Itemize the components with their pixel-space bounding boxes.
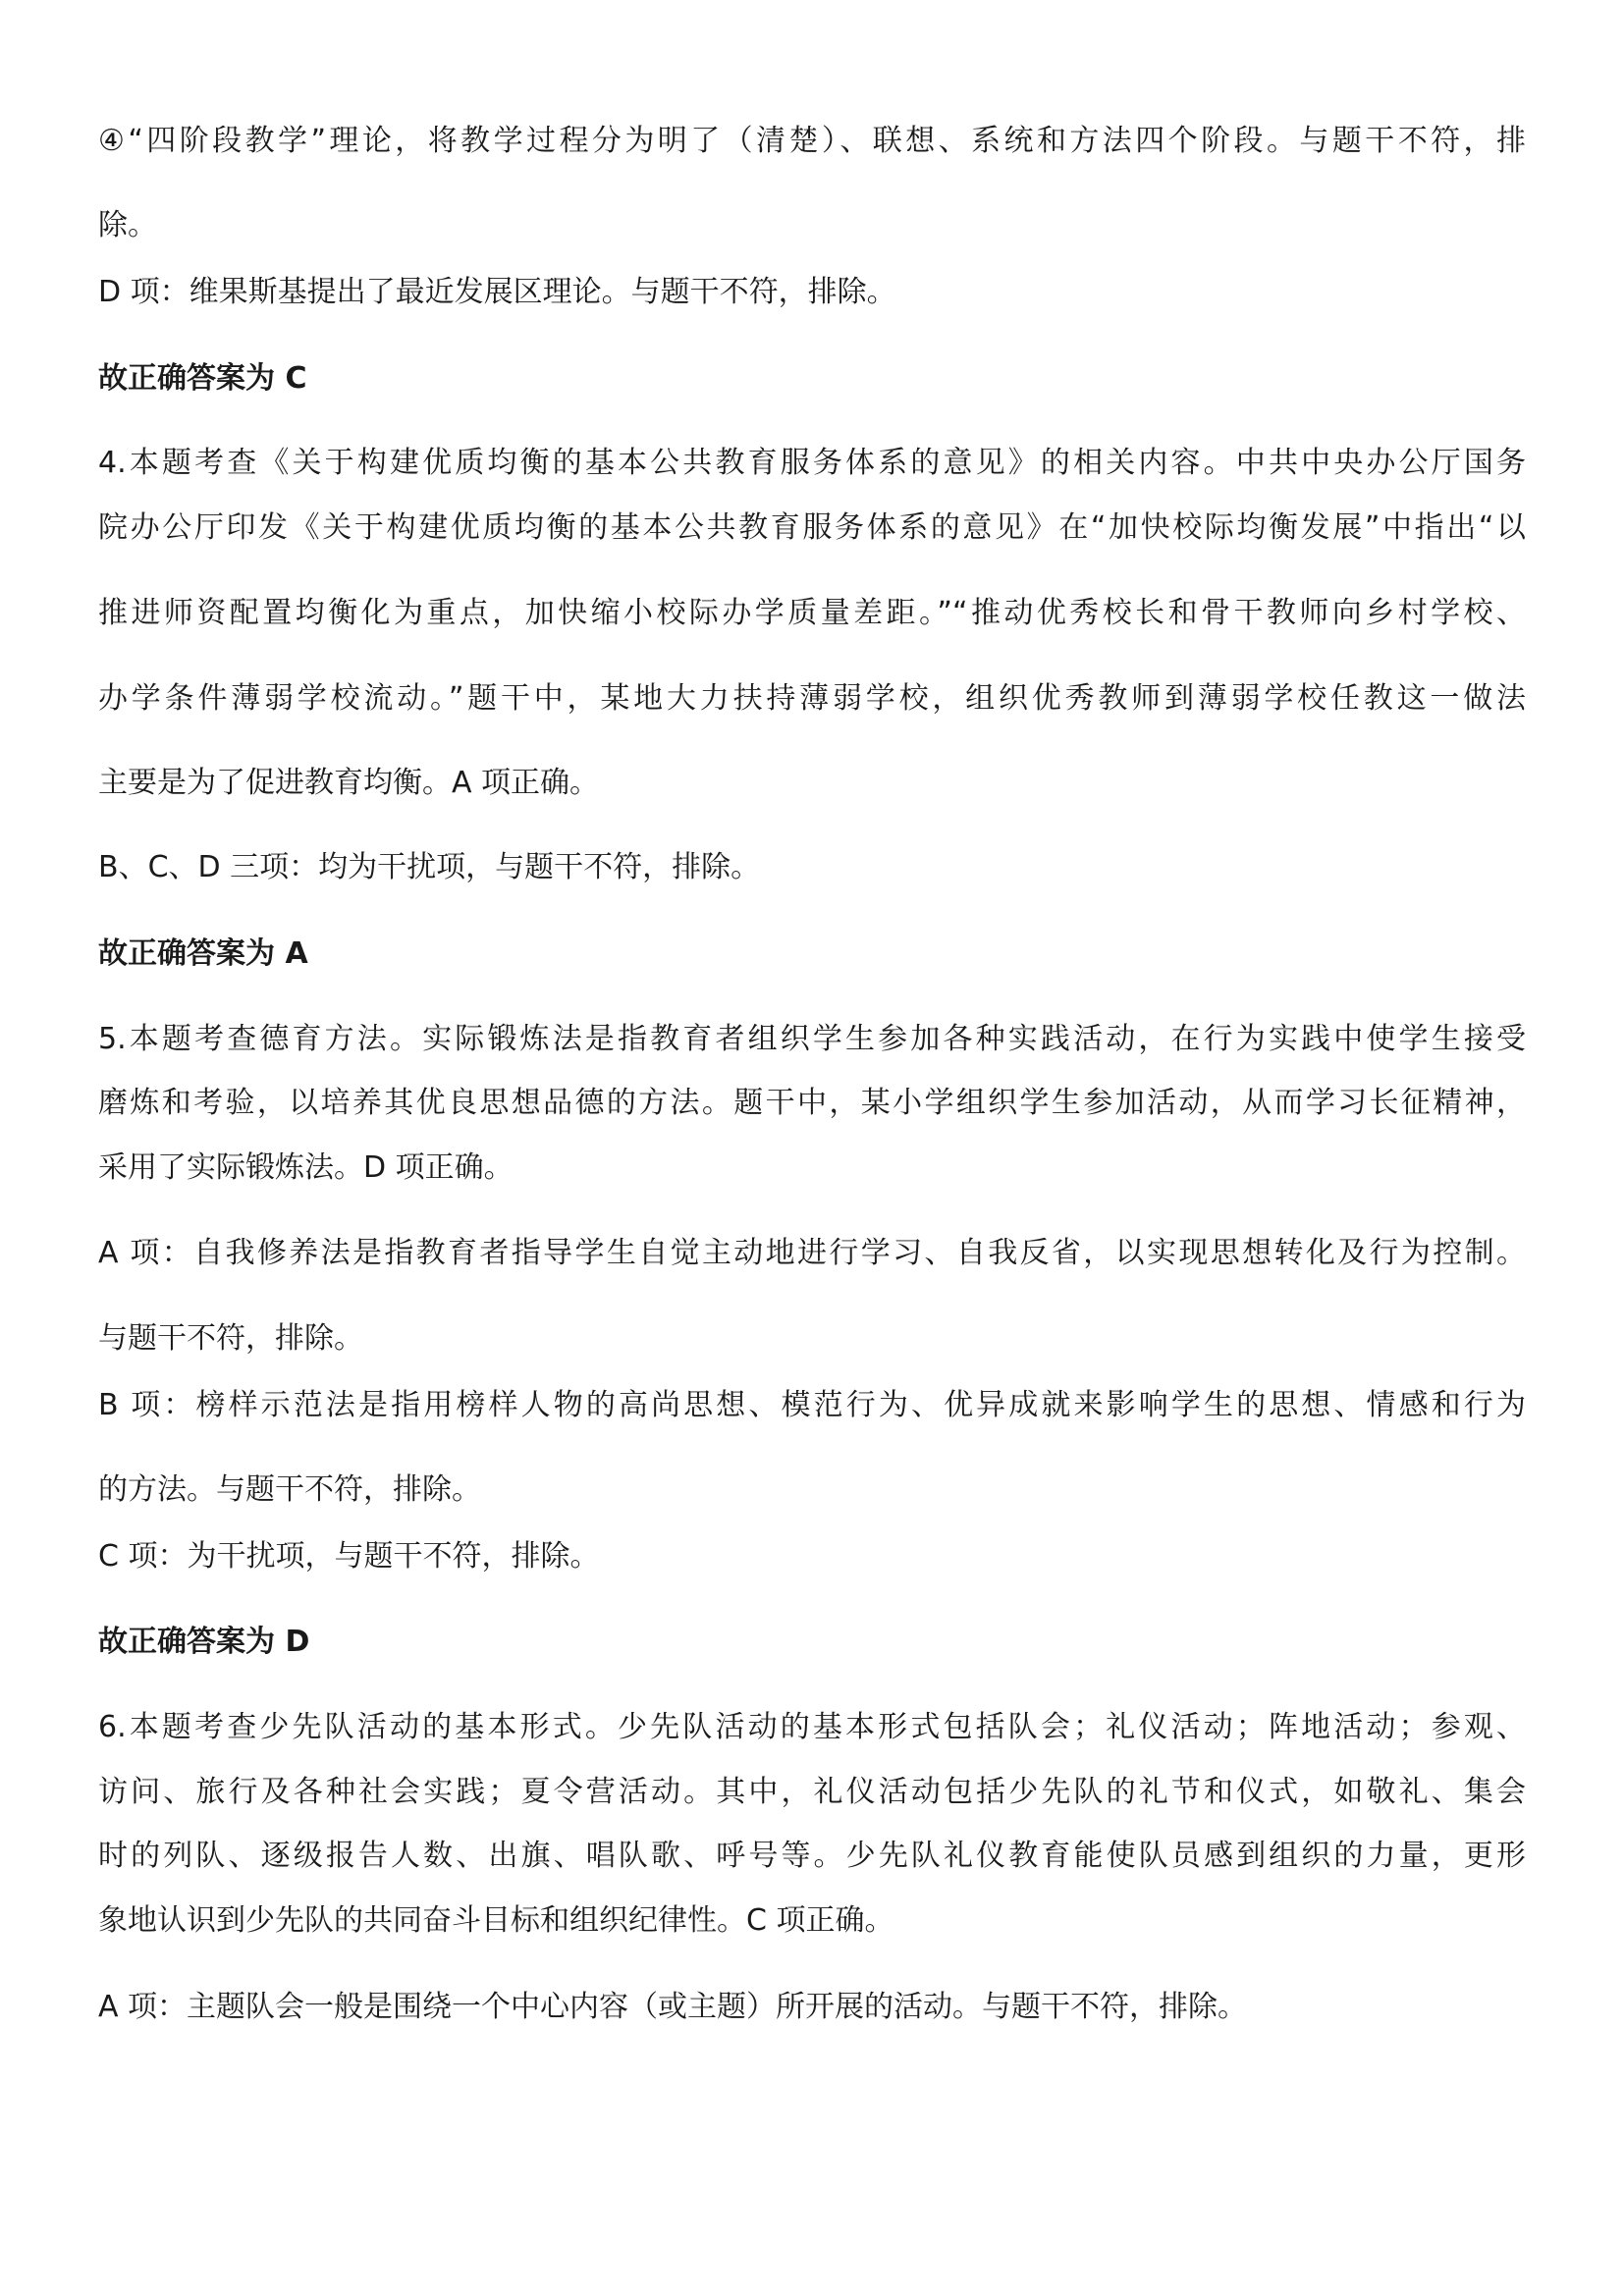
- text-line: 象地认识到少先队的共同奋斗目标和组织纪律性。C 项正确。: [98, 1903, 894, 1938]
- text-line: 的方法。与题干不符，排除。: [98, 1472, 481, 1507]
- text-line: 4.本题考查《关于构建优质均衡的基本公共教育服务体系的意见》的相关内容。中共中央办公厅国务: [98, 446, 1526, 480]
- text-line: 除。: [98, 208, 157, 242]
- answer-line: 故正确答案为 D: [98, 1625, 310, 1659]
- text-line: 主要是为了促进教育均衡。A 项正确。: [98, 766, 600, 800]
- text-line: D 项：维果斯基提出了最近发展区理论。与题干不符，排除。: [98, 275, 896, 309]
- answer-line: 故正确答案为 A: [98, 936, 308, 971]
- text-line: 办学条件薄弱学校流动。”题干中，某地大力扶持薄弱学校，组织优秀教师到薄弱学校任教这一做法: [98, 681, 1526, 716]
- text-line: B、C、D 三项：均为干扰项，与题干不符，排除。: [98, 850, 761, 884]
- text-line: A 项：自我修养法是指教育者指导学生自觉主动地进行学习、自我反省，以实现思想转化及行为控制。: [98, 1236, 1526, 1270]
- text-line: A 项：主题队会一般是围绕一个中心内容（或主题）所开展的活动。与题干不符，排除。: [98, 1990, 1248, 2024]
- text-line: 时的列队、逐级报告人数、出旗、唱队歌、呼号等。少先队礼仪教育能使队员感到组织的力量，更形: [98, 1839, 1526, 1873]
- text-line: 与题干不符，排除。: [98, 1321, 363, 1356]
- text-line: 采用了实际锻炼法。D 项正确。: [98, 1150, 514, 1185]
- text-line: ④“四阶段教学”理论，将教学过程分为明了（清楚）、联想、系统和方法四个阶段。与题干不符，排: [98, 124, 1526, 158]
- text-line: 访问、旅行及各种社会实践；夏令营活动。其中，礼仪活动包括少先队的礼节和仪式，如敬礼、集会: [98, 1775, 1526, 1809]
- text-line: 6.本题考查少先队活动的基本形式。少先队活动的基本形式包括队会；礼仪活动；阵地活动；参观、: [98, 1710, 1526, 1744]
- answer-line: 故正确答案为 C: [98, 361, 307, 396]
- text-line: 磨炼和考验，以培养其优良思想品德的方法。题干中，某小学组织学生参加活动，从而学习长征精神，: [98, 1086, 1526, 1120]
- text-line: C 项：为干扰项，与题干不符，排除。: [98, 1539, 600, 1574]
- text-line: B 项：榜样示范法是指用榜样人物的高尚思想、模范行为、优异成就来影响学生的思想、情感和行为: [98, 1388, 1526, 1422]
- text-line: 5.本题考查德育方法。实际锻炼法是指教育者组织学生参加各种实践活动，在行为实践中使学生接受: [98, 1022, 1526, 1056]
- text-line: 推进师资配置均衡化为重点，加快缩小校际办学质量差距。”“推动优秀校长和骨干教师向乡村学校、: [98, 596, 1526, 630]
- text-line: 院办公厅印发《关于构建优质均衡的基本公共教育服务体系的意见》在“加快校际均衡发展”中指出“以: [98, 510, 1526, 545]
